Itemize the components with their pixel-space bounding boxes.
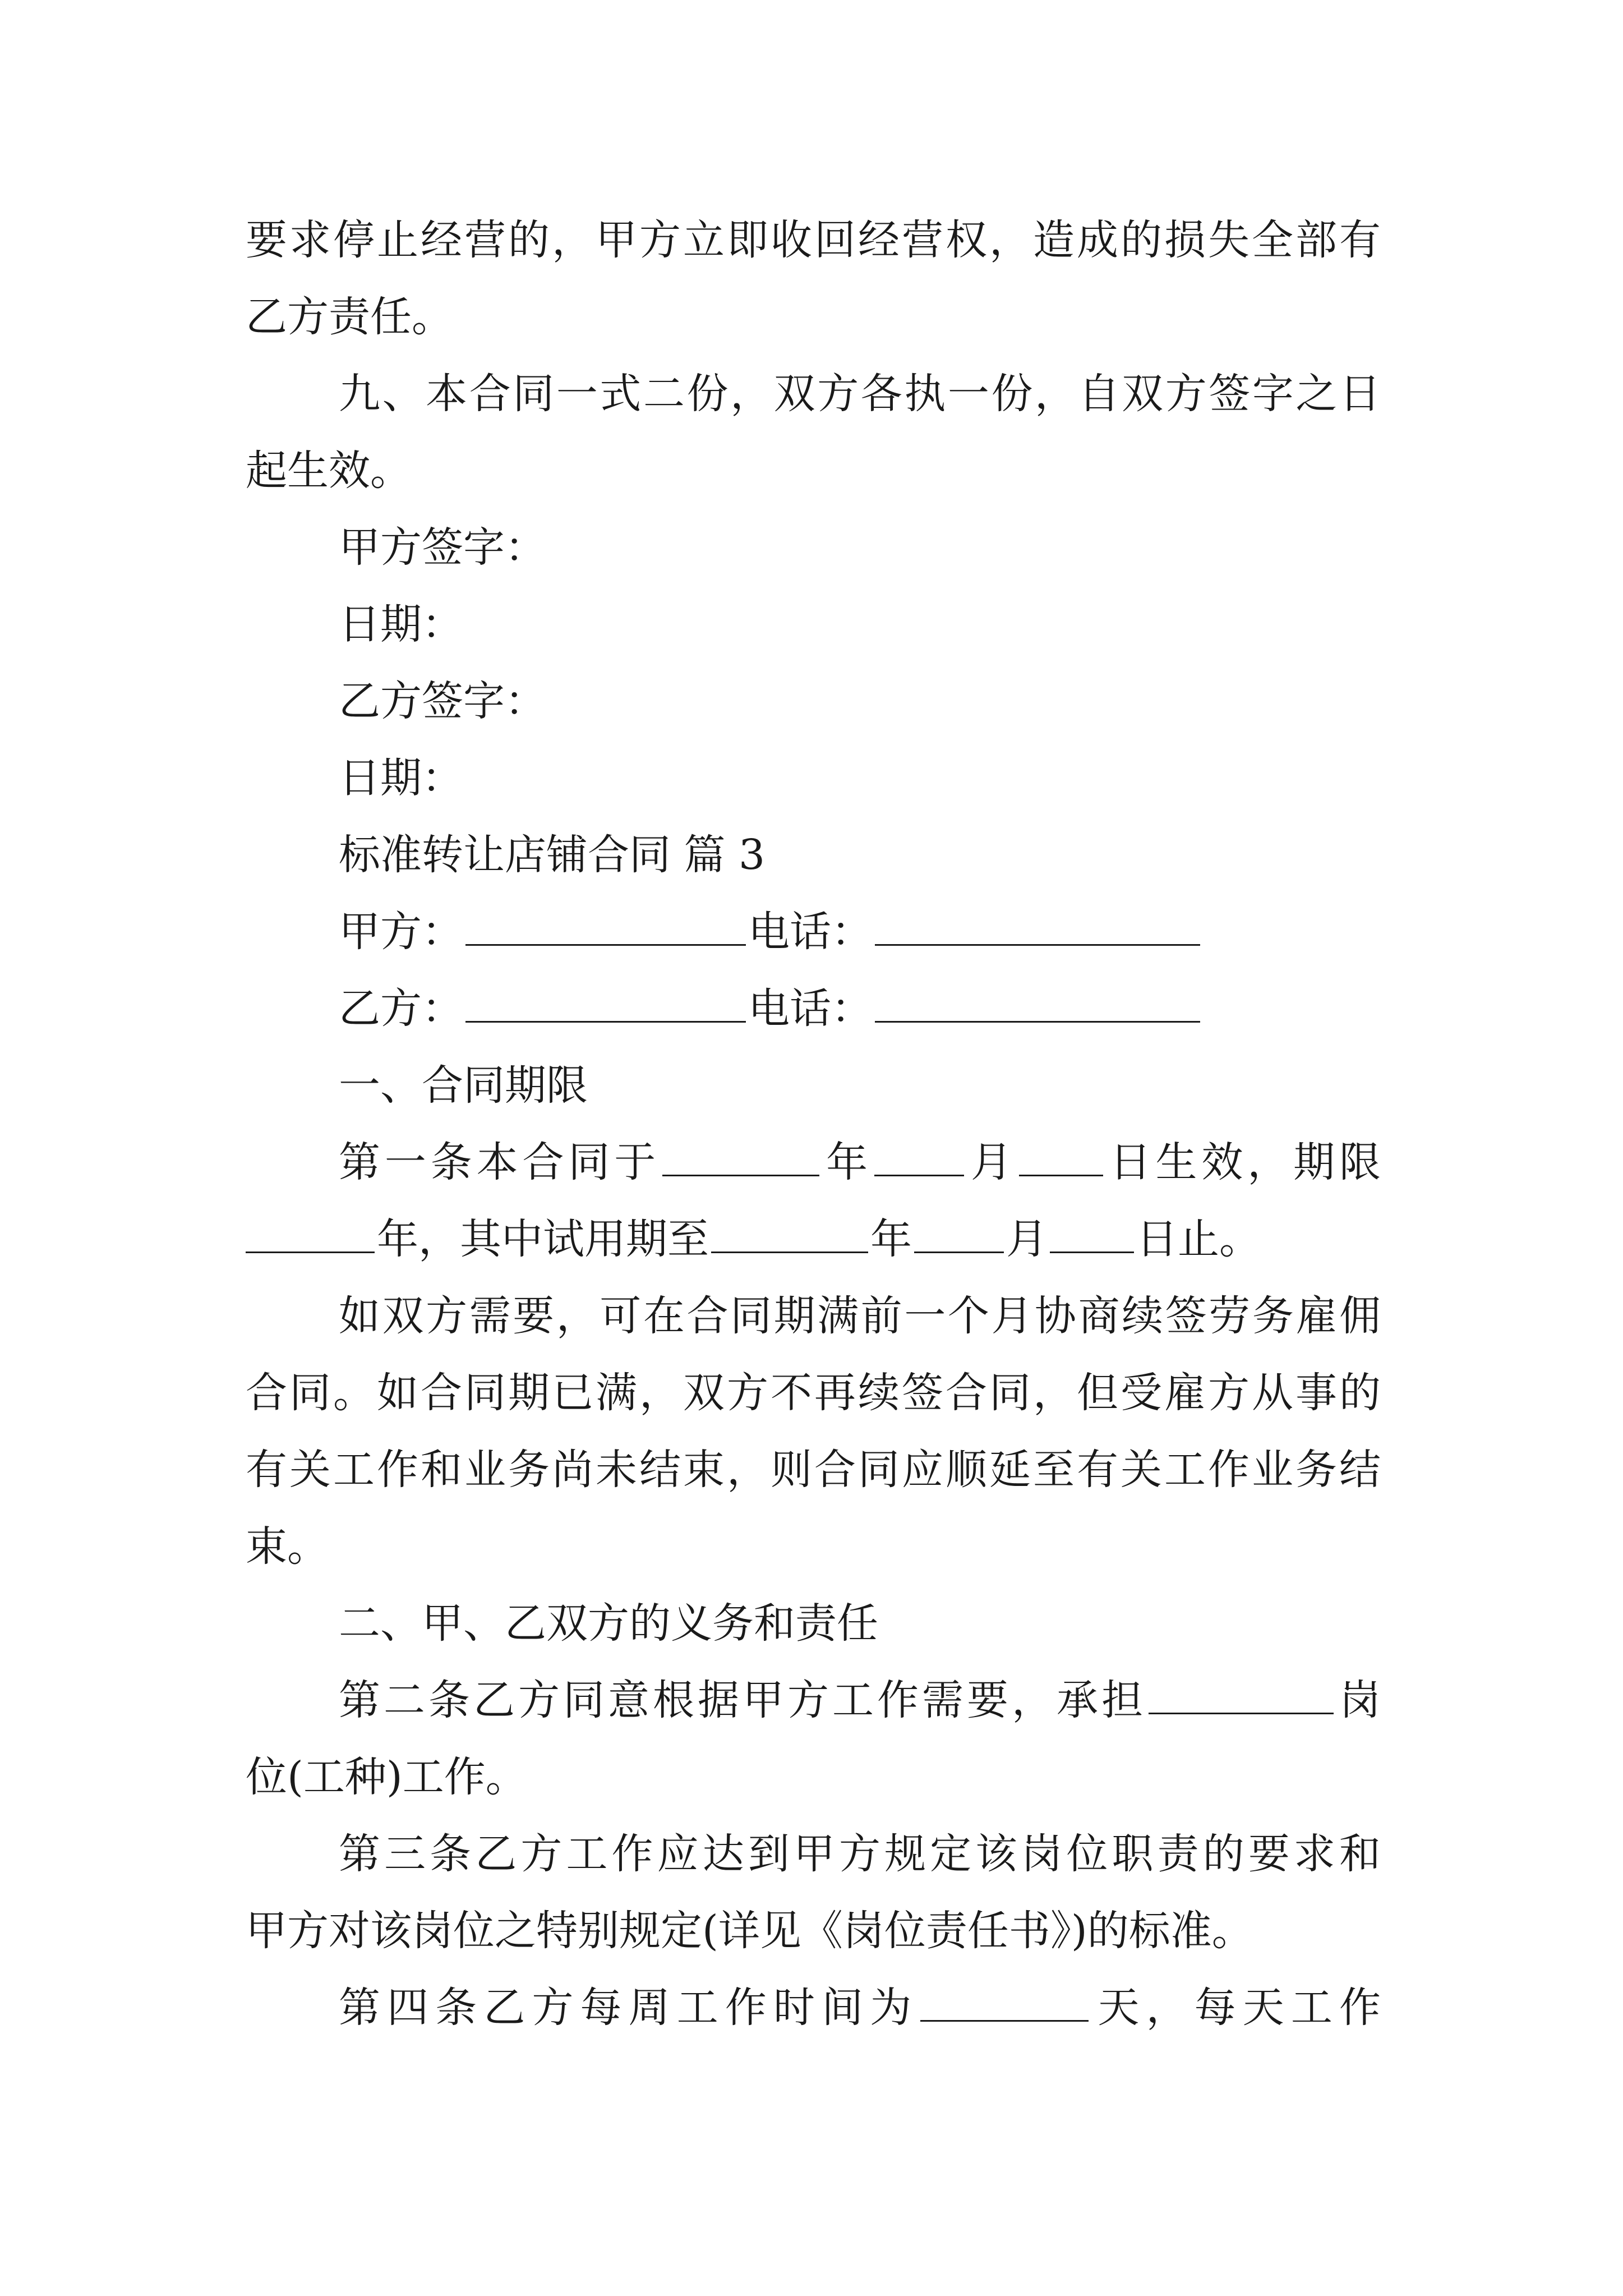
paragraph-line: 乙方责任。: [246, 293, 453, 341]
party-b-signature-label: 乙方签字：: [339, 677, 546, 725]
heading-obligations: 二、甲、乙双方的义务和责任: [339, 1599, 878, 1648]
article-1-line-2: 年，其中试用期至 年 月 日止。: [246, 1211, 1381, 1267]
post-blank[interactable]: [1149, 1673, 1334, 1714]
party-a-signature-label: 甲方签字：: [339, 523, 546, 572]
paragraph-line: 第三条乙方工作应达到甲方规定该岗位职责的要求和: [339, 1830, 1381, 1878]
party-a-phone-blank[interactable]: [875, 905, 1200, 946]
paragraph-line: 束。: [246, 1522, 329, 1571]
party-a-label: 甲方：: [339, 908, 463, 956]
party-b-phone-blank[interactable]: [875, 982, 1200, 1023]
paragraph-line: 如双方需要，可在合同期满前一个月协商续签劳务雇佣: [339, 1292, 1381, 1340]
trial-month-blank[interactable]: [914, 1212, 1004, 1253]
clause-9-line: 九、本合同一式二份，双方各执一份，自双方签字之日: [339, 370, 1381, 418]
start-day-blank[interactable]: [1019, 1135, 1103, 1176]
party-b-date-label: 日期：: [339, 754, 463, 802]
party-a-date-label: 日期：: [339, 600, 463, 648]
start-month-blank[interactable]: [874, 1135, 964, 1176]
article-2-line-1: 第二条乙方同意根据甲方工作需要，承担 岗: [339, 1672, 1381, 1728]
party-a-phone-label: 电话：: [748, 908, 873, 956]
party-b-phone-label: 电话：: [748, 984, 873, 1033]
start-year-blank[interactable]: [662, 1135, 819, 1176]
term-years-blank[interactable]: [246, 1212, 375, 1253]
party-a-blank[interactable]: [465, 905, 746, 946]
heading-contract-term: 一、合同期限: [339, 1061, 588, 1110]
party-a-line: [339, 904, 1381, 960]
party-b-line: [339, 981, 1381, 1037]
trial-year-blank[interactable]: [711, 1212, 868, 1253]
article-4-line-1: 第四条乙方每周工作时间为 天，每天工作: [339, 1980, 1381, 2036]
paragraph-line: 要求停止经营的，甲方立即收回经营权，造成的损失全部有: [246, 216, 1381, 264]
paragraph-line: 合同。如合同期已满，双方不再续签合同，但受雇方从事的: [246, 1369, 1381, 1417]
paragraph-line: 甲方对该岗位之特别规定(详见《岗位责任书》)的标准。: [246, 1907, 1253, 1955]
section-title: 标准转让店铺合同 篇 3: [339, 831, 766, 879]
trial-day-blank[interactable]: [1050, 1212, 1134, 1253]
days-per-week-blank[interactable]: [920, 1981, 1089, 2022]
party-b-label: 乙方：: [339, 984, 463, 1033]
paragraph-line: 有关工作和业务尚未结束，则合同应顺延至有关工作业务结: [246, 1446, 1381, 1494]
party-b-blank[interactable]: [465, 982, 746, 1023]
paragraph-line: 起生效。: [246, 447, 412, 495]
paragraph-line: 位(工种)工作。: [246, 1753, 527, 1801]
article-1-line-1: 第一条本合同于 年 月 日生效，期限: [339, 1134, 1381, 1190]
